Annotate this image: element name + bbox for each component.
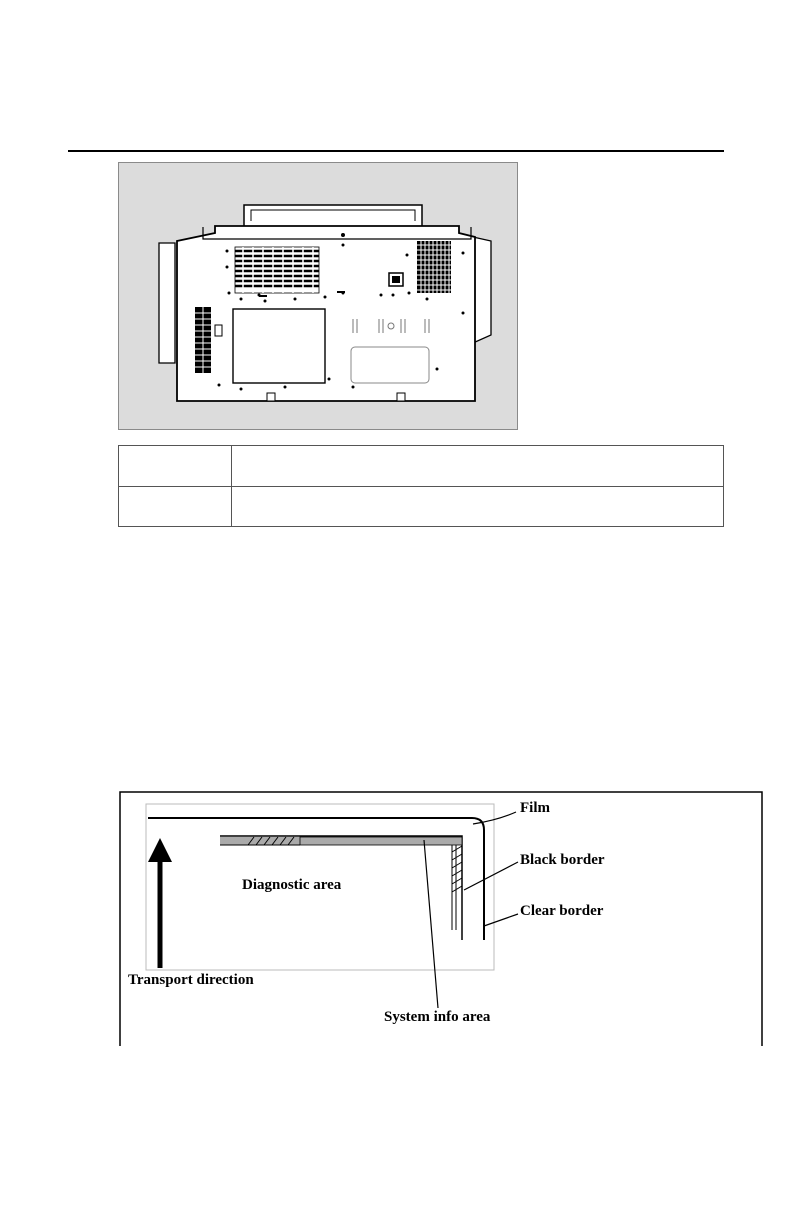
label-film: Film bbox=[520, 800, 550, 816]
label-transport-direction: Transport direction bbox=[128, 972, 254, 988]
spec-table bbox=[118, 445, 724, 527]
table-row bbox=[119, 486, 724, 527]
label-diagnostic-area: Diagnostic area bbox=[242, 877, 342, 893]
table-cell-key bbox=[119, 446, 232, 487]
film-layout-diagram bbox=[118, 790, 764, 1046]
label-black-border: Black border bbox=[520, 852, 605, 868]
vent-grille-side bbox=[195, 307, 211, 373]
back-panel-illustration bbox=[118, 162, 518, 430]
header-rule bbox=[68, 150, 724, 152]
table-cell-value bbox=[232, 486, 724, 527]
label-system-info-area: System info area bbox=[384, 1009, 491, 1025]
table-cell-value bbox=[232, 446, 724, 487]
printer-rear-drawing bbox=[119, 163, 519, 431]
table-row bbox=[119, 446, 724, 487]
label-clear-border: Clear border bbox=[520, 903, 604, 919]
vent-grille-left bbox=[235, 247, 319, 293]
vent-grille-right bbox=[417, 241, 451, 293]
table-cell-key bbox=[119, 486, 232, 527]
film-layout-drawing bbox=[118, 790, 764, 1046]
